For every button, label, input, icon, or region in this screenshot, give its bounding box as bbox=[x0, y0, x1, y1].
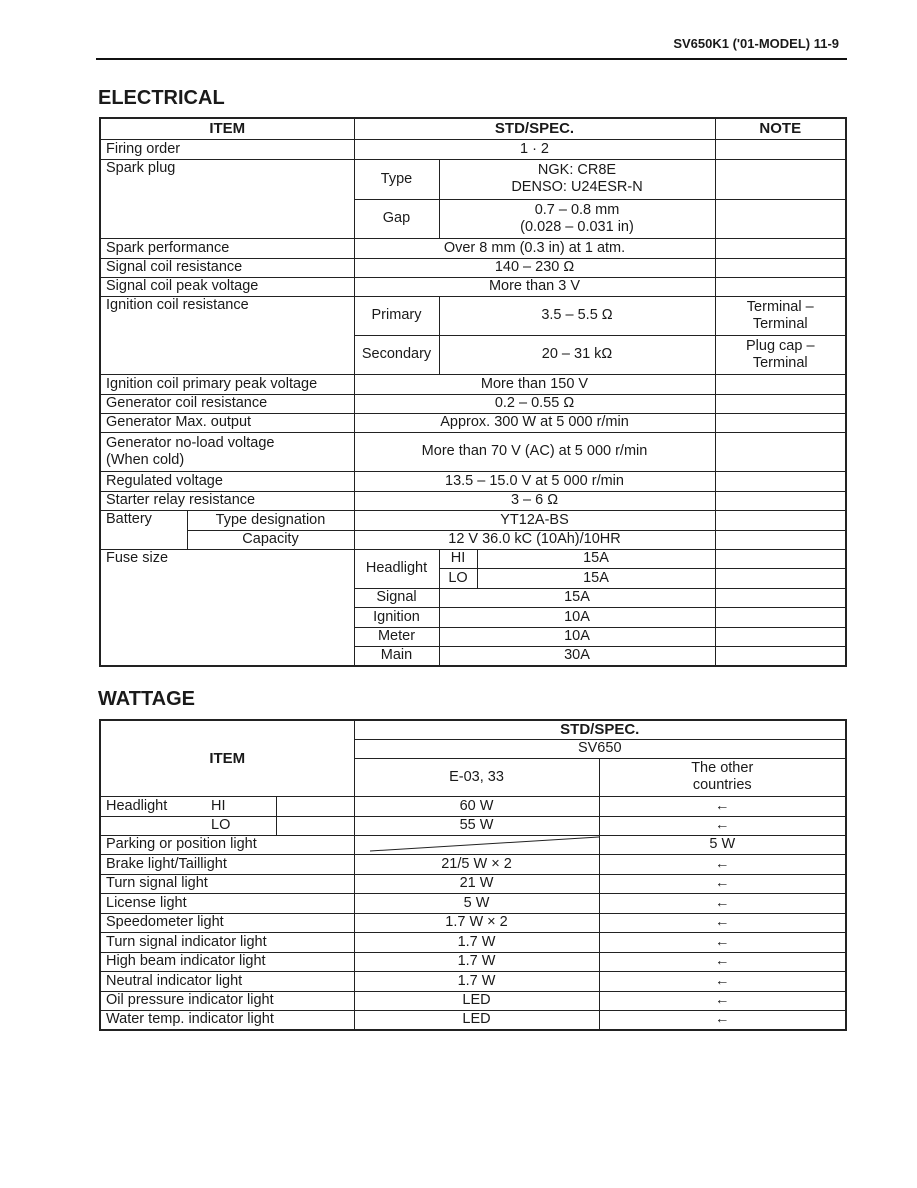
header-line: countries bbox=[692, 777, 752, 793]
spec-value: 21 W bbox=[354, 874, 599, 893]
item-label: Water temp. indicator light bbox=[100, 1010, 354, 1030]
table-row bbox=[100, 491, 846, 510]
spec-value: 13.5 – 15.0 V at 5 000 r/min bbox=[354, 471, 715, 491]
spec-value bbox=[439, 159, 715, 199]
spec-value: LED bbox=[354, 1010, 599, 1030]
region-header-e03: E-03, 33 bbox=[354, 758, 599, 796]
spec-line: NGK: CR8E bbox=[537, 162, 617, 178]
spec-value: 12 V 36.0 kC (10Ah)/10HR bbox=[354, 530, 715, 549]
spec-value: ← bbox=[599, 991, 846, 1010]
table-row bbox=[100, 277, 846, 296]
spec-value bbox=[439, 199, 715, 238]
spec-value: ← bbox=[599, 971, 846, 991]
table-row bbox=[100, 971, 846, 991]
spec-value: 1 · 2 bbox=[354, 139, 715, 159]
table-row bbox=[100, 796, 846, 816]
header-line: The other bbox=[691, 760, 754, 776]
spec-value: 1.7 W bbox=[354, 952, 599, 971]
wattage-table bbox=[99, 719, 847, 1031]
slash-line bbox=[355, 836, 600, 855]
item-line: Generator no-load voltage bbox=[106, 434, 275, 451]
item-label: Ignition coil primary peak voltage bbox=[100, 374, 354, 394]
spec-value: 3 – 6 Ω bbox=[354, 491, 715, 510]
sub-label: Capacity bbox=[187, 530, 354, 549]
electrical-table bbox=[99, 117, 847, 667]
table-row bbox=[100, 238, 846, 258]
sub-label: Type bbox=[354, 159, 439, 199]
item-label: Generator Max. output bbox=[100, 413, 354, 432]
spec-value: YT12A-BS bbox=[354, 510, 715, 530]
item-label: Signal coil resistance bbox=[100, 258, 354, 277]
page-header-text: SV650K1 ('01-MODEL) 11-9 bbox=[673, 36, 839, 51]
sub-label: Type designation bbox=[187, 510, 354, 530]
item-label: Brake light/Taillight bbox=[100, 854, 354, 874]
sub-label: LO bbox=[439, 568, 477, 588]
item-label: Turn signal indicator light bbox=[100, 932, 354, 952]
spec-value: 10A bbox=[439, 627, 715, 646]
table-row bbox=[100, 394, 846, 413]
sub-label: Primary bbox=[354, 296, 439, 335]
item-label: Spark plug bbox=[100, 159, 354, 238]
spec-value: 60 W bbox=[354, 796, 599, 816]
item-line: (When cold) bbox=[106, 451, 185, 468]
spec-value: 5 W bbox=[599, 835, 846, 854]
spec-value: 3.5 – 5.5 Ω bbox=[439, 296, 715, 335]
spec-line: 0.7 – 0.8 mm bbox=[534, 201, 620, 218]
table-row bbox=[100, 258, 846, 277]
spec-value: ← bbox=[599, 816, 846, 835]
item-label: Signal coil peak voltage bbox=[100, 277, 354, 296]
item-label: Ignition coil resistance bbox=[100, 296, 354, 374]
spec-value: 0.2 – 0.55 Ω bbox=[354, 394, 715, 413]
item-label: Turn signal light bbox=[100, 874, 354, 893]
wattage-item-header: ITEM bbox=[100, 720, 354, 796]
page-header bbox=[96, 36, 847, 60]
sub-label: Ignition bbox=[354, 607, 439, 627]
item-label: High beam indicator light bbox=[100, 952, 354, 971]
table-row bbox=[100, 816, 846, 835]
item-label: Parking or position light bbox=[100, 835, 354, 854]
spec-value: ← bbox=[599, 854, 846, 874]
spec-value: 55 W bbox=[354, 816, 599, 835]
table-row bbox=[100, 159, 846, 199]
electrical-spec-header: STD/SPEC. bbox=[354, 118, 715, 139]
sub-label: Headlight bbox=[354, 549, 439, 588]
spec-value: 21/5 W × 2 bbox=[354, 854, 599, 874]
table-row bbox=[100, 374, 846, 394]
spec-value: 10A bbox=[439, 607, 715, 627]
wattage-spec-header: STD/SPEC. bbox=[354, 720, 846, 739]
note-value bbox=[715, 296, 846, 335]
table-row bbox=[100, 893, 846, 913]
spec-value: More than 3 V bbox=[354, 277, 715, 296]
electrical-note-header: NOTE bbox=[715, 118, 846, 139]
sub-label: LO bbox=[211, 816, 231, 833]
item-label bbox=[100, 816, 276, 835]
spec-value: ← bbox=[599, 1010, 846, 1030]
sub-label: Secondary bbox=[354, 335, 439, 374]
region-header-other bbox=[599, 758, 846, 796]
table-row bbox=[100, 510, 846, 530]
table-row bbox=[100, 854, 846, 874]
spec-value: 140 – 230 Ω bbox=[354, 258, 715, 277]
headlight-label: Headlight bbox=[106, 797, 168, 814]
note-line: Terminal bbox=[752, 354, 808, 371]
spec-value: Approx. 300 W at 5 000 r/min bbox=[354, 413, 715, 432]
item-label: Starter relay resistance bbox=[100, 491, 354, 510]
spec-value: More than 70 V (AC) at 5 000 r/min bbox=[354, 432, 715, 471]
item-label: Oil pressure indicator light bbox=[100, 991, 354, 1010]
table-row bbox=[100, 1010, 846, 1030]
spec-value: 30A bbox=[439, 646, 715, 666]
spec-value: 1.7 W bbox=[354, 932, 599, 952]
sub-label: HI bbox=[211, 797, 226, 814]
table-row bbox=[100, 549, 846, 568]
spec-value: 1.7 W bbox=[354, 971, 599, 991]
sub-label: Meter bbox=[354, 627, 439, 646]
table-row bbox=[100, 932, 846, 952]
item-label: License light bbox=[100, 893, 354, 913]
note-line: Plug cap – bbox=[745, 337, 815, 354]
sub-label: Gap bbox=[354, 199, 439, 238]
note-line: Terminal – bbox=[746, 298, 814, 315]
spec-value: ← bbox=[599, 913, 846, 932]
spec-value: ← bbox=[599, 932, 846, 952]
spec-value: ← bbox=[599, 893, 846, 913]
spec-value: 15A bbox=[477, 568, 715, 588]
item-label bbox=[100, 796, 276, 816]
spec-value: 20 – 31 kΩ bbox=[439, 335, 715, 374]
item-label: Fuse size bbox=[100, 549, 354, 666]
spec-value: ← bbox=[599, 874, 846, 893]
table-row bbox=[100, 413, 846, 432]
table-row bbox=[100, 913, 846, 932]
table-row bbox=[100, 432, 846, 471]
item-label: Battery bbox=[100, 510, 187, 549]
spec-value: 15A bbox=[477, 549, 715, 568]
spec-line: DENSO: U24ESR-N bbox=[511, 179, 643, 195]
sub-label: Signal bbox=[354, 588, 439, 607]
spec-line: (0.028 – 0.031 in) bbox=[520, 218, 634, 235]
table-row bbox=[100, 139, 846, 159]
spec-value: 15A bbox=[439, 588, 715, 607]
table-row bbox=[100, 952, 846, 971]
sub-label: Main bbox=[354, 646, 439, 666]
electrical-title: ELECTRICAL bbox=[98, 87, 225, 109]
item-label: Firing order bbox=[100, 139, 354, 159]
spec-value: ← bbox=[599, 796, 846, 816]
spec-value: 1.7 W × 2 bbox=[354, 913, 599, 932]
item-label: Speedometer light bbox=[100, 913, 354, 932]
table-row bbox=[100, 530, 846, 549]
note-value bbox=[715, 335, 846, 374]
spec-value: More than 150 V bbox=[354, 374, 715, 394]
item-label: Neutral indicator light bbox=[100, 971, 354, 991]
electrical-item-header: ITEM bbox=[100, 118, 354, 139]
table-row bbox=[100, 835, 846, 854]
item-label: Spark performance bbox=[100, 238, 354, 258]
table-row bbox=[100, 991, 846, 1010]
spec-value: ← bbox=[599, 952, 846, 971]
table-row bbox=[100, 874, 846, 893]
note-line: Terminal bbox=[752, 315, 808, 332]
table-row bbox=[100, 296, 846, 335]
table-row bbox=[100, 471, 846, 491]
sub-label: HI bbox=[439, 549, 477, 568]
spec-value: 5 W bbox=[354, 893, 599, 913]
not-applicable-dash bbox=[354, 835, 599, 854]
item-label: Regulated voltage bbox=[100, 471, 354, 491]
model-header: SV650 bbox=[354, 739, 846, 758]
wattage-title: WATTAGE bbox=[98, 688, 196, 710]
spec-value: Over 8 mm (0.3 in) at 1 atm. bbox=[354, 238, 715, 258]
item-label bbox=[100, 432, 354, 471]
spec-value: LED bbox=[354, 991, 599, 1010]
item-label: Generator coil resistance bbox=[100, 394, 354, 413]
